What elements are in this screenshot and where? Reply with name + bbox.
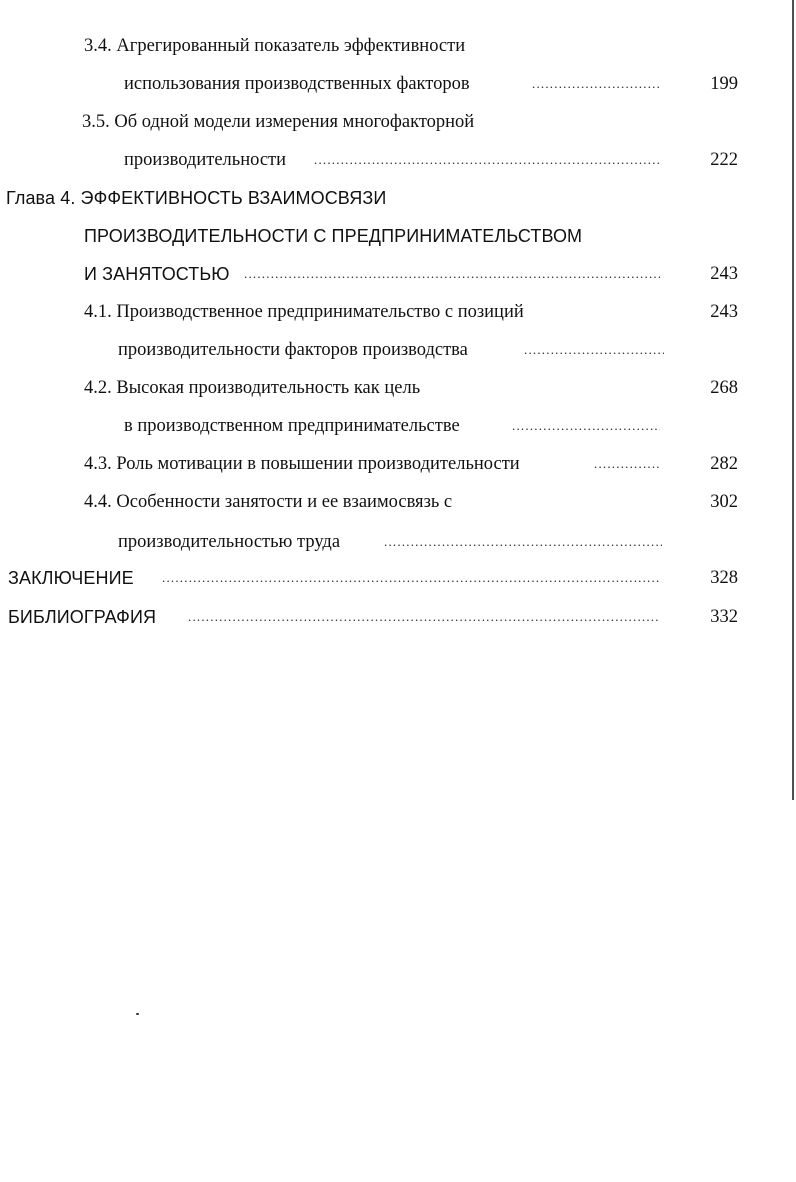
toc-4-3-line1: 4.3. Роль мотивации в повышении производительности — [84, 454, 520, 474]
toc-bibliography-dot-leader — [188, 603, 660, 631]
toc-4-4-line1: 4.4. Особенности занятости и ее взаимосвязь с — [84, 492, 453, 512]
toc-4-3-page: 282 — [710, 454, 738, 474]
toc-4-4-dot-leader — [384, 528, 662, 556]
toc-3-4-dot-leader — [532, 70, 660, 98]
toc-3-4-line2: использования производственных факторов — [124, 74, 470, 94]
toc-4-1-dot-leader — [524, 336, 664, 364]
toc-3-5-line1: 3.5. Об одной модели измерения многофакторной — [82, 112, 475, 132]
toc-4-1-line1: 4.1. Производственное предпринимательство с позиций — [84, 302, 524, 322]
toc-3-5-page: 222 — [710, 150, 738, 170]
toc-3-4-line1: 3.4. Агрегированный показатель эффективности — [84, 36, 466, 56]
scan-speck — [136, 1013, 139, 1015]
toc-bibliography-page: 332 — [710, 607, 738, 627]
toc-4-1-line2: производительности факторов производства — [118, 340, 468, 360]
toc-4-1-page: 243 — [710, 302, 738, 322]
scan-edge-line — [792, 0, 794, 800]
toc-3-5-line2: производительности — [124, 150, 287, 170]
toc-4-2-line2: в производственном предпринимательстве — [124, 416, 460, 436]
toc-conclusion-page: 328 — [710, 568, 738, 588]
toc-4-2-line1: 4.2. Высокая производительность как цель — [84, 378, 421, 398]
toc-4-2-page: 268 — [710, 378, 738, 398]
toc-4-4-line2: производительностью труда — [118, 532, 341, 552]
toc-chapter-4-line3: И ЗАНЯТОСТЬЮ — [84, 264, 230, 284]
toc-conclusion-dot-leader — [162, 564, 660, 592]
toc-chapter-4-dot-leader — [244, 260, 660, 288]
toc-3-4-page: 199 — [710, 74, 738, 94]
toc-conclusion-label: ЗАКЛЮЧЕНИЕ — [8, 568, 134, 588]
toc-chapter-4-page: 243 — [710, 264, 738, 284]
toc-4-3-dot-leader — [594, 450, 660, 478]
toc-chapter-4-line2: ПРОИЗВОДИТЕЛЬНОСТИ С ПРЕДПРИНИМАТЕЛЬСТВОМ — [84, 226, 583, 246]
toc-4-4-page: 302 — [710, 492, 738, 512]
toc-bibliography-label: БИБЛИОГРАФИЯ — [8, 607, 157, 627]
toc-3-5-dot-leader — [314, 146, 660, 174]
toc-chapter-4-line1: Глава 4. ЭФФЕКТИВНОСТЬ ВЗАИМОСВЯЗИ — [6, 188, 387, 208]
toc-4-2-dot-leader — [512, 412, 660, 440]
